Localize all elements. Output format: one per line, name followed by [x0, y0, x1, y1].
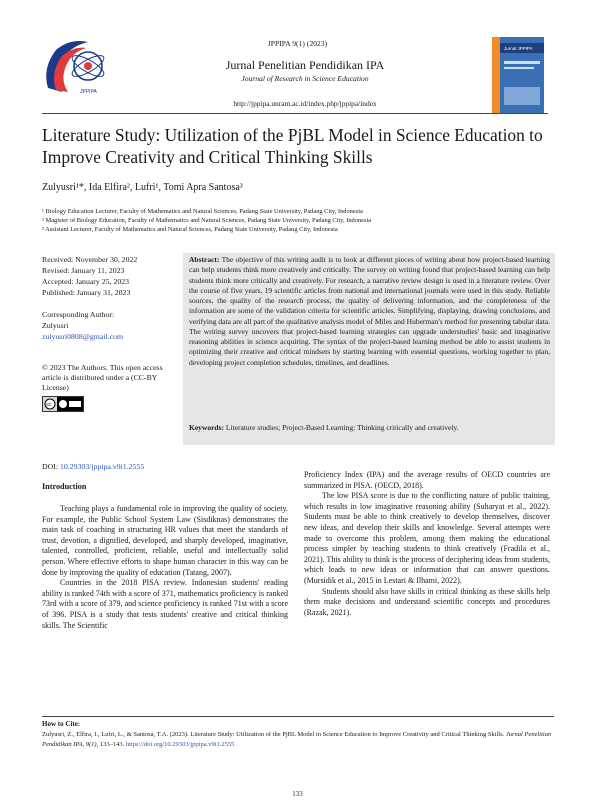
- affiliation-3: ³ Assistant Lecturer, Faculty of Mathematics and Natural Sciences, Padang State University, Padang City, Indonesia: [42, 226, 338, 233]
- corresponding-author-label: Corresponding Author:: [42, 310, 115, 319]
- accepted-date: Accepted: January 25, 2023: [42, 277, 130, 286]
- citation-text: Zulyusri, Z., Elfira, I., Lufri, L., & Santosa, T.A. (2023). Literature Study: Utilization of the PjBL Model in Science Education to Improve Creativity and Critical Thinking Skills.: [42, 731, 505, 738]
- doi-link[interactable]: 10.29303/jppipa.v9i1.2555: [59, 462, 145, 471]
- published-date: Published: January 31, 2023: [42, 288, 131, 297]
- cc-by-license-icon[interactable]: [42, 396, 84, 412]
- header-divider: [42, 113, 548, 114]
- copyright-notice: © 2023 The Authors. This open access article is distributed under a (CC-BY License): [42, 363, 163, 392]
- journal-cover-image: [492, 37, 544, 113]
- body-column-left: [42, 504, 288, 631]
- journal-subtitle: Journal of Research in Science Education: [241, 74, 369, 83]
- body-paragraph: Teaching plays a fundamental role in improving the quality of society. For example, the Public School System Law (Sisdiknas) demonstrates the main task of coaching in structuring HR values that meet the standards of trust, devotion, a dignified, developed, and sharply developed, imaginative, talented, controlled, proficient, reliable, useful and intellectually solid person. Where effective efforts to shape human character in this way can be done by improving the quality of education (Tatang, 2007).: [42, 504, 288, 577]
- author-list: Zulyusri¹*, Ida Elfira², Lufri¹, Tomi Apra Santosa³: [42, 182, 243, 193]
- corresponding-author-email[interactable]: zulyusri0808@gmail.com: [42, 332, 124, 341]
- keywords: [189, 423, 550, 433]
- keywords-label: Keywords:: [189, 423, 224, 432]
- citation-doi-link[interactable]: https://doi.org/10.29303/jppipa.v9i1.2555: [125, 740, 235, 748]
- revised-date: Revised: January 11, 2023: [42, 266, 125, 275]
- journal-volume: JPPIPA 9(1) (2023): [267, 39, 328, 48]
- body-column-right: [304, 470, 550, 618]
- body-paragraph: Students should also have skills in critical thinking as these skills help them make decisions and understand scientific concepts and procedures (Razak, 2021).: [304, 586, 550, 617]
- body-paragraph: Proficiency Index (IPA) and the average results of OECD countries are summarized in PISA. (OECD, 2018).: [304, 470, 550, 490]
- corresponding-author-name: Zulyusri: [42, 321, 69, 330]
- received-date: Received: November 30, 2022: [42, 255, 138, 264]
- svg-text:Jurnal JPPIPA: Jurnal JPPIPA: [504, 46, 533, 51]
- abstract: [189, 255, 550, 368]
- citation-journal: Jurnal Penelitian Pendidikan IPA, 9(1),: [42, 731, 552, 748]
- citation: [42, 730, 562, 749]
- affiliation-1: ¹ Biology Education Lecturer, Faculty of Mathematics and Natural Sciences, Padang State University, Padang City, Indonesia: [42, 208, 363, 215]
- page-number: 133: [292, 790, 303, 798]
- affiliation-2: ² Magister of Biology Education, Faculty of Mathematics and Natural Sciences, Padang State University, Padang City, Indonesia: [42, 217, 372, 224]
- keywords-text: Literature studies; Project-Based Learning; Thinking critically and creatively.: [225, 423, 459, 432]
- body-paragraph: The low PISA score is due to the conflicting nature of public training, which results in low imaginative reasoning ability (Suharyat et al., 2022). Students must be able to think creatively to develop themselves, discover new ideas, and develop their skills and knowledge. Several attempts were made to overcome this problem, among them making the educational process simpler by teaching students to think creatively (Fradila et al., 2021). This ability to think is the process of deciphering ideas from students, which leads to new ideas or information that can answer questions. (Mursidik et al., 2015 in Lestari & Ilhami, 2022).: [304, 491, 550, 585]
- abstract-label: Abstract:: [189, 255, 220, 264]
- doi-label: DOI:: [42, 462, 59, 471]
- svg-text:JPPIPA: JPPIPA: [80, 89, 97, 95]
- footer-divider: [42, 716, 554, 717]
- section-heading-introduction: Introduction: [42, 482, 87, 491]
- body-paragraph: Countries in the 2018 PISA review. Indonesian students' reading ability is ranked 74th with a score of 371, mathematics proficiency is ranked 73rd with a score of 379, and science proficiency is ranked 71st with a score of 396. PISA is a study that tests students' creative and critical thinking skills. The Scientific: [42, 578, 288, 630]
- svg-text:cc: cc: [46, 402, 52, 408]
- how-to-cite-label: How to Cite:: [42, 720, 81, 728]
- journal-url[interactable]: http://jppipa.unram.ac.id/index.php/jppipa/index: [233, 99, 377, 108]
- abstract-text: The objective of this writing audit is to look at different pieces of writing about how project-based learning can help students think more creatively and critically. The survey on writing found that project-based learning can help students think more critically and creatively. For research, a narrative review design is used in a literature review. Over the course of five years, 19 scientific articles from national and international journals were used in this study. Reliable sources, the quality of the research process, the quality of delivering information, and the completeness of the information are some of the validation criteria for scientific articles. Simplifying, displaying, drawing conclusions, and verifying data are all part of the qualitative analysis model of Miles and Huberman's method for presenting tabular data. The writing survey uncovers that project-based learning strategies can upgrade understudies' basic and imaginative reasoning abilities in science acquiring. The syntax of the project-based learning method be able to assist students in optimizing their creative and critical mindsets by starting learning with essential questions, working together to plan, developing project completion schedules, timelines, and deadlines.: [189, 255, 550, 367]
- journal-title: Jurnal Penelitian Pendidikan IPA: [225, 58, 385, 72]
- article-title: Literature Study: Utilization of the PjBL Model in Science Education to Improve Creativity and Critical Thinking Skills: [42, 125, 543, 167]
- citation-pages: 133–143.: [99, 740, 125, 748]
